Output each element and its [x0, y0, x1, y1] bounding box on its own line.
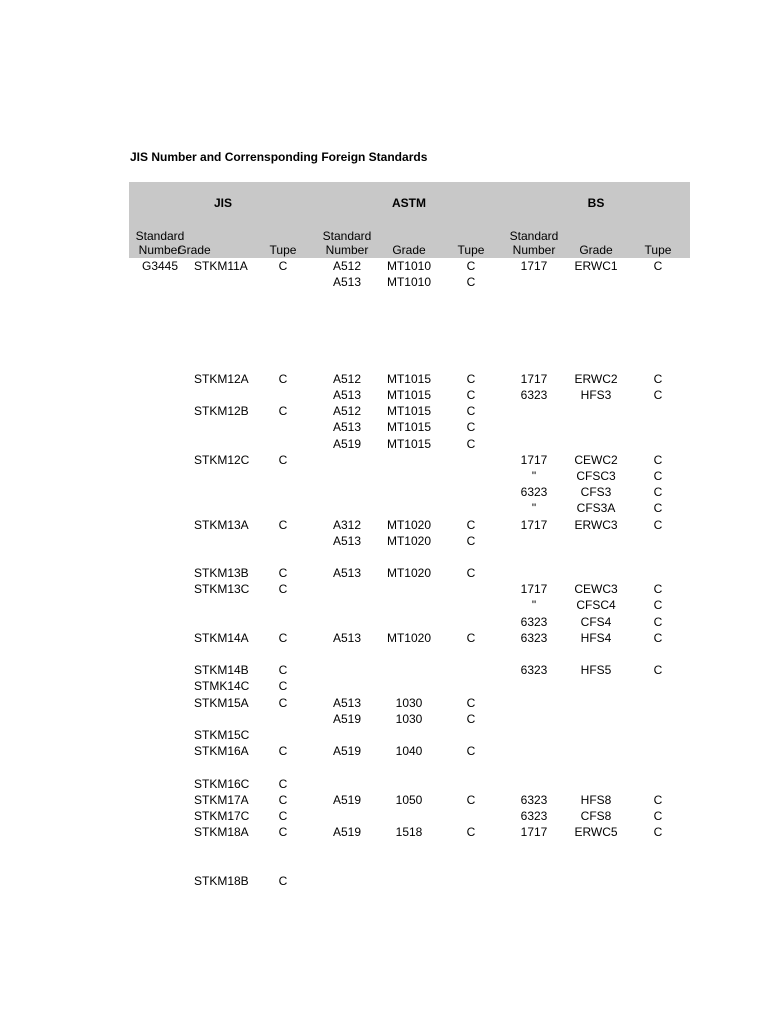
cell-bs-grade: HFS4 — [580, 631, 612, 645]
cell-bs-grade: CFSC3 — [576, 469, 616, 483]
cell-jis-type: C — [278, 453, 288, 467]
cell-bs-grade: CFS3 — [580, 485, 612, 499]
cell-jis-type: C — [278, 825, 288, 839]
cell-jis-grade: STKM18B — [194, 874, 249, 888]
cell-astm-standard-number: A513 — [332, 420, 362, 434]
cell-jis-grade: STKM12B — [194, 404, 249, 418]
cell-bs-type: C — [653, 598, 663, 612]
cell-jis-grade: STKM17A — [194, 793, 249, 807]
cell-astm-type: C — [466, 404, 476, 418]
cell-bs-grade: CEWC3 — [574, 582, 618, 596]
cell-bs-type: C — [653, 809, 663, 823]
cell-astm-grade: MT1015 — [386, 404, 432, 418]
cell-astm-standard-number: A312 — [332, 518, 362, 532]
cell-jis-grade: STKM13B — [194, 566, 249, 580]
cell-bs-type: C — [653, 663, 663, 677]
cell-bs-grade: HFS8 — [580, 793, 612, 807]
cell-bs-type: C — [653, 453, 663, 467]
cell-jis-type: C — [278, 663, 288, 677]
cell-bs-standard-number: 1717 — [520, 372, 548, 386]
cell-bs-standard-number: 6323 — [520, 485, 548, 499]
cell-bs-standard-number: 1717 — [520, 825, 548, 839]
cell-astm-type: C — [466, 566, 476, 580]
cell-bs-standard-number: 6323 — [520, 615, 548, 629]
cell-jis-grade: STKM15A — [194, 696, 249, 710]
cell-astm-grade: MT1015 — [386, 388, 432, 402]
cell-bs-standard-number: 1717 — [520, 582, 548, 596]
cell-bs-grade: HFS3 — [580, 388, 612, 402]
cell-astm-type: C — [466, 437, 476, 451]
cell-bs-grade: CEWC2 — [574, 453, 618, 467]
cell-astm-standard-number: A519 — [332, 744, 362, 758]
cell-astm-grade: MT1015 — [386, 420, 432, 434]
cell-astm-standard-number: A512 — [332, 404, 362, 418]
cell-astm-type: C — [466, 744, 476, 758]
cell-astm-type: C — [466, 631, 476, 645]
cell-jis-type: C — [278, 518, 288, 532]
cell-bs-standard-number: 1717 — [520, 518, 548, 532]
cell-astm-type: C — [466, 696, 476, 710]
cell-jis-grade: STKM17C — [194, 809, 250, 823]
cell-astm-standard-number: A513 — [332, 275, 362, 289]
cell-jis-standard-number: G3445 — [141, 259, 179, 273]
cell-jis-type: C — [278, 566, 288, 580]
column-header-astm-grade: Grade — [392, 243, 426, 257]
cell-bs-standard-number: 6323 — [520, 388, 548, 402]
cell-astm-grade: 1040 — [395, 744, 423, 758]
cell-astm-grade: 1030 — [395, 712, 423, 726]
cell-jis-type: C — [278, 631, 288, 645]
cell-astm-grade: MT1020 — [386, 534, 432, 548]
cell-jis-type: C — [278, 582, 288, 596]
cell-jis-type: C — [278, 259, 288, 273]
cell-astm-grade: 1030 — [395, 696, 423, 710]
cell-bs-type: C — [653, 501, 663, 515]
cell-astm-grade: MT1010 — [386, 259, 432, 273]
cell-astm-standard-number: A512 — [332, 372, 362, 386]
cell-astm-type: C — [466, 534, 476, 548]
group-header-astm: ASTM — [392, 196, 426, 210]
cell-jis-type: C — [278, 744, 288, 758]
cell-astm-type: C — [466, 275, 476, 289]
cell-astm-grade: MT1020 — [386, 518, 432, 532]
cell-astm-grade: MT1020 — [386, 566, 432, 580]
cell-jis-grade: STKM11A — [194, 259, 248, 273]
cell-astm-type: C — [466, 793, 476, 807]
column-header-bs-grade: Grade — [579, 243, 613, 257]
cell-jis-type: C — [278, 404, 288, 418]
cell-astm-type: C — [466, 259, 476, 273]
cell-bs-type: C — [653, 825, 663, 839]
cell-astm-type: C — [466, 420, 476, 434]
cell-astm-standard-number: A512 — [332, 259, 362, 273]
cell-astm-grade: MT1010 — [386, 275, 432, 289]
cell-bs-type: C — [653, 485, 663, 499]
cell-astm-grade: MT1015 — [386, 437, 432, 451]
cell-jis-grade: STKM14B — [194, 663, 249, 677]
cell-astm-standard-number: A519 — [332, 712, 362, 726]
cell-jis-grade: STKM13A — [194, 518, 249, 532]
cell-bs-standard-number: 6323 — [520, 809, 548, 823]
cell-bs-grade: ERWC5 — [574, 825, 618, 839]
cell-bs-standard-number: " — [531, 598, 537, 612]
group-header-bs: BS — [587, 196, 605, 210]
cell-bs-grade: ERWC3 — [574, 518, 618, 532]
cell-jis-grade: STKM16A — [194, 744, 249, 758]
cell-astm-standard-number: A513 — [332, 566, 362, 580]
cell-astm-type: C — [466, 518, 476, 532]
cell-astm-grade: MT1020 — [386, 631, 432, 645]
group-header-jis: JIS — [213, 196, 233, 210]
cell-jis-type: C — [278, 372, 288, 386]
cell-bs-standard-number: " — [531, 469, 537, 483]
column-header-jis-standard-number: Standard Number — [135, 229, 185, 257]
cell-astm-standard-number: A513 — [332, 534, 362, 548]
cell-bs-type: C — [653, 469, 663, 483]
cell-bs-standard-number: 1717 — [520, 259, 548, 273]
cell-bs-type: C — [653, 615, 663, 629]
cell-bs-standard-number: 6323 — [520, 631, 548, 645]
cell-jis-type: C — [278, 793, 288, 807]
cell-astm-standard-number: A513 — [332, 388, 362, 402]
column-header-astm-standard-number: Standard Number — [322, 229, 372, 257]
column-header-bs-standard-number: Standard Number — [509, 229, 559, 257]
cell-bs-standard-number: 6323 — [520, 663, 548, 677]
cell-jis-grade: STKM13C — [194, 582, 250, 596]
cell-jis-type: C — [278, 696, 288, 710]
column-header-jis-type: Tupe — [269, 243, 297, 257]
cell-jis-type: C — [278, 679, 288, 693]
cell-bs-type: C — [653, 259, 663, 273]
cell-jis-grade: STKM12A — [194, 372, 249, 386]
cell-bs-standard-number: " — [531, 501, 537, 515]
cell-jis-grade: STMK14C — [194, 679, 250, 693]
cell-jis-type: C — [278, 874, 288, 888]
cell-jis-grade: STKM15C — [194, 728, 250, 742]
cell-astm-grade: MT1015 — [386, 372, 432, 386]
cell-jis-grade: STKM14A — [194, 631, 249, 645]
cell-bs-grade: CFS4 — [580, 615, 612, 629]
cell-bs-grade: HFS5 — [580, 663, 612, 677]
column-header-astm-type: Tupe — [457, 243, 485, 257]
cell-astm-standard-number: A519 — [332, 437, 362, 451]
cell-bs-standard-number: 1717 — [520, 453, 548, 467]
cell-bs-grade: ERWC2 — [574, 372, 618, 386]
cell-astm-type: C — [466, 388, 476, 402]
cell-bs-type: C — [653, 388, 663, 402]
cell-astm-standard-number: A519 — [332, 825, 362, 839]
cell-astm-grade: 1518 — [395, 825, 423, 839]
cell-bs-grade: CFS3A — [576, 501, 616, 515]
cell-jis-grade: STKM18A — [194, 825, 249, 839]
cell-jis-type: C — [278, 809, 288, 823]
cell-bs-grade: CFSC4 — [576, 598, 616, 612]
cell-astm-type: C — [466, 825, 476, 839]
cell-astm-standard-number: A513 — [332, 696, 362, 710]
cell-astm-type: C — [466, 372, 476, 386]
cell-bs-type: C — [653, 793, 663, 807]
cell-jis-grade: STKM16C — [194, 777, 250, 791]
cell-jis-grade: STKM12C — [194, 453, 250, 467]
cell-bs-grade: CFS8 — [580, 809, 612, 823]
cell-astm-grade: 1050 — [395, 793, 423, 807]
cell-bs-type: C — [653, 518, 663, 532]
cell-bs-type: C — [653, 582, 663, 596]
column-header-bs-type: Tupe — [644, 243, 672, 257]
cell-jis-type: C — [278, 777, 288, 791]
cell-astm-standard-number: A513 — [332, 631, 362, 645]
cell-bs-grade: ERWC1 — [574, 259, 618, 273]
cell-bs-standard-number: 6323 — [520, 793, 548, 807]
column-header-jis-grade: Grade — [177, 243, 211, 257]
document-title: JIS Number and Corrensponding Foreign Standards — [130, 150, 428, 164]
cell-bs-type: C — [653, 372, 663, 386]
cell-astm-standard-number: A519 — [332, 793, 362, 807]
cell-astm-type: C — [466, 712, 476, 726]
cell-bs-type: C — [653, 631, 663, 645]
